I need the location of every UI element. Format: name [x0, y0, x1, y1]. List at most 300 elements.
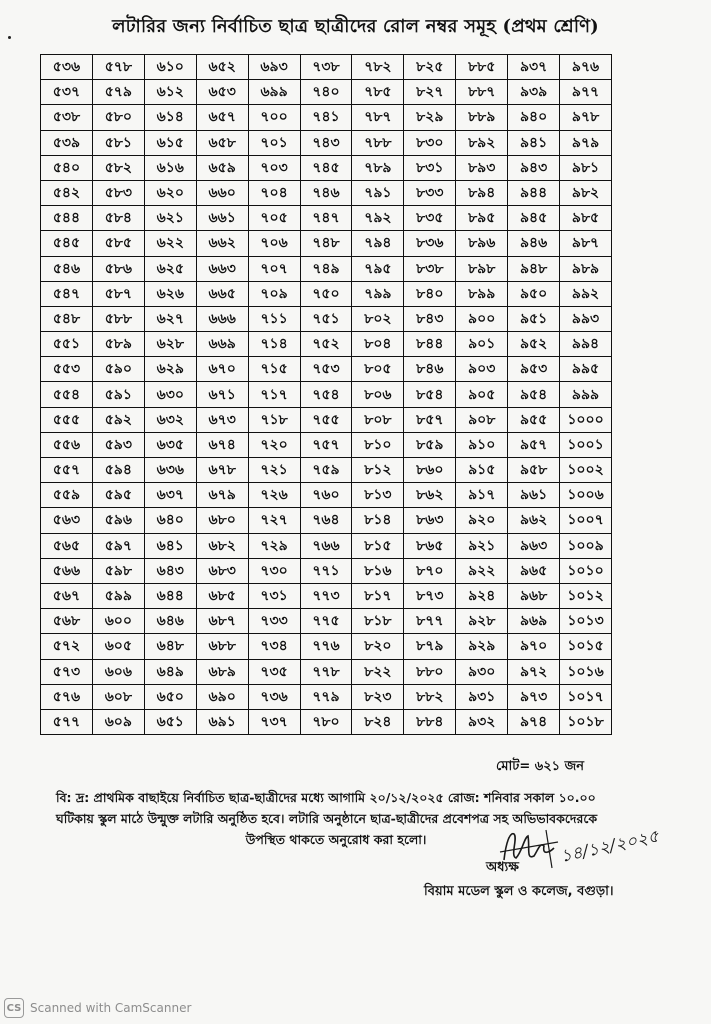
table-row	[41, 55, 612, 80]
table-row	[41, 281, 612, 306]
roll-number-cell: ৯২২	[456, 558, 508, 583]
roll-number-cell: ৬৬৯	[196, 332, 248, 357]
roll-number-cell: ৮২২	[352, 659, 404, 684]
table-row	[41, 533, 612, 558]
roll-number-cell: ৭৫২	[300, 332, 352, 357]
roll-number-cell: ৬৮৫	[196, 583, 248, 608]
roll-number-cell: ৭৭৩	[300, 583, 352, 608]
roll-number-cell: ৮৯৫	[456, 206, 508, 231]
roll-number-cell: ৭০৬	[248, 231, 300, 256]
page-title: লটারির জন্য নির্বাচিত ছাত্র ছাত্রীদের রোল নম্বর সমূহ (প্রথম শ্রেণি)	[112, 16, 599, 37]
roll-number-cell: ৬২৫	[144, 256, 196, 281]
roll-number-cell: ৮১৬	[352, 558, 404, 583]
roll-number-cell: ৯৮১	[560, 155, 612, 180]
table-row	[41, 583, 612, 608]
roll-number-cell: ৭৩৭	[248, 709, 300, 734]
roll-number-cell: ৬২৮	[144, 332, 196, 357]
roll-number-cell: ৬২১	[144, 206, 196, 231]
roll-number-cell: ৬৩৫	[144, 432, 196, 457]
roll-number-cell: ৯৩০	[456, 659, 508, 684]
roll-number-cell: ৯৫৭	[508, 432, 560, 457]
roll-number-cell: ৯৪০	[508, 105, 560, 130]
roll-number-cell: ৯২১	[456, 533, 508, 558]
roll-number-cell: ৯৭৩	[508, 684, 560, 709]
roll-number-table-wrapper	[40, 54, 612, 735]
roll-number-cell: ৭৮২	[352, 55, 404, 80]
roll-number-cell: ৯৭৯	[560, 130, 612, 155]
roll-number-cell: ৭২০	[248, 432, 300, 457]
roll-number-cell: ৯৫৪	[508, 382, 560, 407]
roll-number-cell: ৯৪১	[508, 130, 560, 155]
table-row	[41, 80, 612, 105]
table-row	[41, 659, 612, 684]
roll-number-cell: ৫৪৬	[41, 256, 93, 281]
roll-number-cell: ৯৭৭	[560, 80, 612, 105]
roll-number-cell: ৫৬৮	[41, 609, 93, 634]
roll-number-cell: ৯৭৮	[560, 105, 612, 130]
roll-number-cell: ৯২৪	[456, 583, 508, 608]
roll-number-cell: ৬৫০	[144, 684, 196, 709]
roll-number-cell: ৯২৯	[456, 634, 508, 659]
roll-number-cell: ৭৭১	[300, 558, 352, 583]
roll-number-cell: ৯০০	[456, 306, 508, 331]
roll-number-cell: ৯২৮	[456, 609, 508, 634]
roll-number-cell: ৭০৪	[248, 180, 300, 205]
roll-number-cell: ৬৩২	[144, 407, 196, 432]
roll-number-cell: ৫৯৯	[92, 583, 144, 608]
roll-number-cell: ৯৩১	[456, 684, 508, 709]
roll-number-table	[40, 54, 612, 735]
roll-number-cell: ৭৪০	[300, 80, 352, 105]
roll-number-cell: ৫৯১	[92, 382, 144, 407]
roll-number-cell: ৮৭৭	[404, 609, 456, 634]
roll-number-cell: ৫৯৬	[92, 508, 144, 533]
roll-number-cell: ৯৩২	[456, 709, 508, 734]
roll-number-cell: ৯৫৫	[508, 407, 560, 432]
roll-number-cell: ৬০৬	[92, 659, 144, 684]
roll-number-cell: ৯৮৫	[560, 206, 612, 231]
roll-number-cell: ৫৩৯	[41, 130, 93, 155]
roll-number-cell: ৭৩৪	[248, 634, 300, 659]
table-row	[41, 206, 612, 231]
roll-number-cell: ৮০৪	[352, 332, 404, 357]
roll-number-cell: ৯৬১	[508, 483, 560, 508]
roll-number-cell: ৮০৬	[352, 382, 404, 407]
roll-number-cell: ১০১৬	[560, 659, 612, 684]
roll-number-cell: ৫৫৩	[41, 357, 93, 382]
roll-number-cell: ৯৪৪	[508, 180, 560, 205]
roll-number-cell: ৮৭০	[404, 558, 456, 583]
roll-number-cell: ৯৫০	[508, 281, 560, 306]
roll-number-cell: ৭২৯	[248, 533, 300, 558]
roll-number-cell: ৬৫৯	[196, 155, 248, 180]
roll-number-cell: ৯০৩	[456, 357, 508, 382]
roll-number-cell: ৭৫৫	[300, 407, 352, 432]
roll-number-cell: ৬৯১	[196, 709, 248, 734]
roll-number-cell: ৫৮০	[92, 105, 144, 130]
roll-number-cell: ৯৮৯	[560, 256, 612, 281]
roll-number-cell: ৯৪৬	[508, 231, 560, 256]
signature-date: ১৪/১২/২০২৫	[558, 826, 661, 867]
roll-number-cell: ৬২০	[144, 180, 196, 205]
roll-number-cell: ৬৩৭	[144, 483, 196, 508]
roll-number-cell: ৬১০	[144, 55, 196, 80]
roll-number-cell: ৭১৭	[248, 382, 300, 407]
roll-number-cell: ৫৪০	[41, 155, 93, 180]
roll-number-cell: ৮১৩	[352, 483, 404, 508]
roll-number-cell: ৯১৭	[456, 483, 508, 508]
roll-number-cell: ৮৭৩	[404, 583, 456, 608]
roll-number-cell: ৯৯৯	[560, 382, 612, 407]
roll-number-cell: ৫৮৩	[92, 180, 144, 205]
roll-number-cell: ৬২৯	[144, 357, 196, 382]
roll-number-cell: ৮৮৫	[456, 55, 508, 80]
roll-number-cell: ৫৩৮	[41, 105, 93, 130]
roll-number-cell: ৯৯৩	[560, 306, 612, 331]
roll-number-cell: ৭৩০	[248, 558, 300, 583]
table-row	[41, 458, 612, 483]
roll-number-cell: ৭৪১	[300, 105, 352, 130]
roll-number-cell: ৬৯০	[196, 684, 248, 709]
table-row	[41, 709, 612, 734]
roll-number-cell: ৬৩০	[144, 382, 196, 407]
roll-number-cell: ৫৭৬	[41, 684, 93, 709]
roll-number-cell: ৬০৮	[92, 684, 144, 709]
roll-number-cell: ৮৫৭	[404, 407, 456, 432]
roll-number-cell: ৭৪৬	[300, 180, 352, 205]
roll-number-cell: ৯৫৩	[508, 357, 560, 382]
roll-number-cell: ৬৭৯	[196, 483, 248, 508]
roll-number-cell: ৮০৫	[352, 357, 404, 382]
roll-number-cell: ৯০৫	[456, 382, 508, 407]
table-row	[41, 231, 612, 256]
roll-number-cell: ৭৫৯	[300, 458, 352, 483]
roll-number-cell: ১০১৫	[560, 634, 612, 659]
roll-number-cell: ৭৭৬	[300, 634, 352, 659]
roll-number-cell: ৭৪৮	[300, 231, 352, 256]
roll-number-cell: ৭১৪	[248, 332, 300, 357]
roll-number-cell: ৬৫৮	[196, 130, 248, 155]
roll-number-cell: ৮৪৬	[404, 357, 456, 382]
roll-number-cell: ৮৫৯	[404, 432, 456, 457]
roll-number-cell: ৭৫০	[300, 281, 352, 306]
roll-number-cell: ৬৪৪	[144, 583, 196, 608]
table-row	[41, 508, 612, 533]
roll-number-cell: ৬২২	[144, 231, 196, 256]
roll-number-cell: ৯২০	[456, 508, 508, 533]
roll-number-cell: ৬০০	[92, 609, 144, 634]
table-row	[41, 306, 612, 331]
roll-number-cell: ৭১৮	[248, 407, 300, 432]
roll-number-cell: ৬৬২	[196, 231, 248, 256]
roll-number-cell: ৮৩৬	[404, 231, 456, 256]
roll-number-cell: ৫৯৩	[92, 432, 144, 457]
roll-number-cell: ৬১৫	[144, 130, 196, 155]
roll-number-cell: ৬৪১	[144, 533, 196, 558]
roll-number-cell: ৬৬৬	[196, 306, 248, 331]
roll-number-cell: ৬৪৩	[144, 558, 196, 583]
roll-number-cell: ১০১০	[560, 558, 612, 583]
roll-number-cell: ৭০০	[248, 105, 300, 130]
roll-number-cell: ৫৪৪	[41, 206, 93, 231]
roll-number-cell: ৬১৪	[144, 105, 196, 130]
roll-number-cell: ৭৮৭	[352, 105, 404, 130]
roll-number-cell: ৬৩৬	[144, 458, 196, 483]
roll-number-cell: ৮৬৩	[404, 508, 456, 533]
table-row	[41, 483, 612, 508]
roll-number-cell: ৮২৩	[352, 684, 404, 709]
roll-number-cell: ৮২৯	[404, 105, 456, 130]
roll-number-cell: ৭৯৯	[352, 281, 404, 306]
roll-number-cell: ৮১৭	[352, 583, 404, 608]
signatory-title: অধ্যক্ষ	[486, 860, 519, 875]
roll-number-cell: ৭৭৮	[300, 659, 352, 684]
roll-number-cell: ৭৫৪	[300, 382, 352, 407]
roll-number-cell: ৮২৭	[404, 80, 456, 105]
roll-number-cell: ৭২৭	[248, 508, 300, 533]
notice-line-1: বি: দ্র: প্রাথমিক বাছাইয়ে নির্বাচিত ছাত্র-ছাত্রীদের মধ্যে আগামি ২০/১২/২০২৫ রোজ: শনিবার সকাল ১০.০০	[56, 790, 596, 805]
roll-number-cell: ৭৩৫	[248, 659, 300, 684]
roll-number-cell: ৬৮৩	[196, 558, 248, 583]
roll-number-cell: ৮১০	[352, 432, 404, 457]
roll-number-cell: ৮১৮	[352, 609, 404, 634]
roll-number-cell: ৫৩৬	[41, 55, 93, 80]
roll-number-cell: ৬৫৭	[196, 105, 248, 130]
roll-number-cell: ৮৬৫	[404, 533, 456, 558]
roll-number-cell: ৯৪৮	[508, 256, 560, 281]
roll-number-cell: ৬৫৩	[196, 80, 248, 105]
roll-number-cell: ৭০৫	[248, 206, 300, 231]
table-row	[41, 357, 612, 382]
roll-number-cell: ৫৪২	[41, 180, 93, 205]
roll-number-cell: ৭১১	[248, 306, 300, 331]
roll-number-cell: ৯৪৩	[508, 155, 560, 180]
roll-number-cell: ৯৭৬	[560, 55, 612, 80]
roll-number-cell: ৮৯৩	[456, 155, 508, 180]
roll-number-cell: ৮৪০	[404, 281, 456, 306]
roll-number-cell: ৭৯২	[352, 206, 404, 231]
roll-number-cell: ৬১৬	[144, 155, 196, 180]
institution-name: বিয়াম মডেল স্কুল ও কলেজ, বগুড়া।	[424, 884, 614, 899]
roll-number-cell: ৯৮২	[560, 180, 612, 205]
table-row	[41, 155, 612, 180]
roll-number-cell: ৭২১	[248, 458, 300, 483]
roll-number-cell: ৫৫৪	[41, 382, 93, 407]
roll-number-cell: ৯১০	[456, 432, 508, 457]
roll-number-cell: ৮৯২	[456, 130, 508, 155]
roll-number-cell: ১০১২	[560, 583, 612, 608]
roll-number-cell: ৫৪৮	[41, 306, 93, 331]
roll-number-cell: ১০০৭	[560, 508, 612, 533]
table-row	[41, 130, 612, 155]
table-row	[41, 558, 612, 583]
roll-number-cell: ৫৫৫	[41, 407, 93, 432]
roll-number-cell: ৭৯৫	[352, 256, 404, 281]
roll-number-cell: ৮৯৪	[456, 180, 508, 205]
roll-number-cell: ৭০৯	[248, 281, 300, 306]
camscanner-icon: CS	[4, 998, 24, 1018]
roll-number-cell: ৭৪৭	[300, 206, 352, 231]
roll-number-cell: ৮৯৯	[456, 281, 508, 306]
roll-number-cell: ৬৬০	[196, 180, 248, 205]
roll-number-cell: ৬৭৮	[196, 458, 248, 483]
roll-number-cell: ৬৯৯	[248, 80, 300, 105]
roll-number-cell: ৫৫১	[41, 332, 93, 357]
scanner-watermark	[4, 998, 191, 1018]
roll-number-cell: ৮৮৪	[404, 709, 456, 734]
table-row	[41, 609, 612, 634]
roll-number-cell: ৭৬৬	[300, 533, 352, 558]
roll-number-cell: ৭৩১	[248, 583, 300, 608]
table-row	[41, 634, 612, 659]
roll-number-cell: ৭১৫	[248, 357, 300, 382]
roll-number-cell: ৮৯৮	[456, 256, 508, 281]
roll-number-cell: ৭৬৪	[300, 508, 352, 533]
roll-number-cell: ৭০১	[248, 130, 300, 155]
roll-number-cell: ৮৬২	[404, 483, 456, 508]
roll-number-cell: ৫৭৯	[92, 80, 144, 105]
roll-number-cell: ৮৩১	[404, 155, 456, 180]
roll-number-cell: ৫৮৪	[92, 206, 144, 231]
roll-number-cell: ৮৩০	[404, 130, 456, 155]
roll-number-cell: ৯৫১	[508, 306, 560, 331]
roll-number-cell: ৬০৫	[92, 634, 144, 659]
roll-number-cell: ৫৯২	[92, 407, 144, 432]
table-row	[41, 105, 612, 130]
roll-number-cell: ৯৭০	[508, 634, 560, 659]
roll-number-cell: ৬২৭	[144, 306, 196, 331]
roll-number-cell: ৬৮৮	[196, 634, 248, 659]
roll-number-cell: ৯০১	[456, 332, 508, 357]
roll-number-cell: ৬৭৩	[196, 407, 248, 432]
roll-number-cell: ৫৬৫	[41, 533, 93, 558]
roll-number-cell: ৮৩৩	[404, 180, 456, 205]
roll-number-cell: ৫৬৩	[41, 508, 93, 533]
roll-number-cell: ৮২৫	[404, 55, 456, 80]
roll-number-cell: ১০০০	[560, 407, 612, 432]
roll-number-cell: ৮৪৩	[404, 306, 456, 331]
table-row	[41, 180, 612, 205]
roll-number-cell: ৭৫৩	[300, 357, 352, 382]
roll-number-cell: ৮২৪	[352, 709, 404, 734]
roll-number-cell: ৯৭২	[508, 659, 560, 684]
roll-number-cell: ৭৯৪	[352, 231, 404, 256]
roll-number-cell: ৮৯৬	[456, 231, 508, 256]
roll-number-cell: ৯৪৫	[508, 206, 560, 231]
roll-number-cell: ৭০৩	[248, 155, 300, 180]
roll-table-body	[41, 55, 612, 735]
roll-number-cell: ৯৯৪	[560, 332, 612, 357]
roll-number-cell: ৫৮৫	[92, 231, 144, 256]
roll-number-cell: ৫৯৪	[92, 458, 144, 483]
roll-number-cell: ৯৩৭	[508, 55, 560, 80]
roll-number-cell: ৯৬৫	[508, 558, 560, 583]
roll-number-cell: ৮১৪	[352, 508, 404, 533]
roll-number-cell: ৭৬০	[300, 483, 352, 508]
roll-number-cell: ৬৮৯	[196, 659, 248, 684]
roll-number-cell: ৬৯৩	[248, 55, 300, 80]
roll-number-cell: ৮১২	[352, 458, 404, 483]
roll-number-cell: ৫৫৬	[41, 432, 93, 457]
roll-number-cell: ৯১৫	[456, 458, 508, 483]
roll-number-cell: ৫৭২	[41, 634, 93, 659]
roll-number-cell: ৫৯৮	[92, 558, 144, 583]
roll-number-cell: ৯৮৭	[560, 231, 612, 256]
roll-number-cell: ৭৮৮	[352, 130, 404, 155]
roll-number-cell: ৭৪৩	[300, 130, 352, 155]
roll-number-cell: ৬০৯	[92, 709, 144, 734]
roll-number-cell: ১০০২	[560, 458, 612, 483]
roll-number-cell: ৯৬২	[508, 508, 560, 533]
roll-number-cell: ৮৮৯	[456, 105, 508, 130]
roll-number-cell: ৫৭৮	[92, 55, 144, 80]
roll-number-cell: ৭৪৫	[300, 155, 352, 180]
roll-number-cell: ৯৬৮	[508, 583, 560, 608]
roll-number-cell: ৭৩৮	[300, 55, 352, 80]
table-row	[41, 684, 612, 709]
roll-number-cell: ৫৭৭	[41, 709, 93, 734]
roll-number-cell: ৯৫৮	[508, 458, 560, 483]
roll-number-cell: ৬৬৫	[196, 281, 248, 306]
roll-number-cell: ৯৭৪	[508, 709, 560, 734]
roll-number-cell: ৭৭৯	[300, 684, 352, 709]
roll-number-cell: ৮৮০	[404, 659, 456, 684]
roll-number-cell: ৭৭৫	[300, 609, 352, 634]
roll-number-cell: ৬৫২	[196, 55, 248, 80]
roll-number-cell: ৬২৬	[144, 281, 196, 306]
roll-number-cell: ৮১৫	[352, 533, 404, 558]
roll-number-cell: ৭৫৭	[300, 432, 352, 457]
table-row	[41, 382, 612, 407]
roll-number-cell: ৫৮৯	[92, 332, 144, 357]
roll-number-cell: ৭০৭	[248, 256, 300, 281]
roll-number-cell: ৬৭০	[196, 357, 248, 382]
roll-number-cell: ৮০২	[352, 306, 404, 331]
roll-number-cell: ৭৯১	[352, 180, 404, 205]
roll-number-cell: ৫৮৬	[92, 256, 144, 281]
roll-number-cell: ১০০১	[560, 432, 612, 457]
roll-number-cell: ১০০৬	[560, 483, 612, 508]
roll-number-cell: ৬৬১	[196, 206, 248, 231]
roll-number-cell: ৬১২	[144, 80, 196, 105]
roll-number-cell: ৫৬৭	[41, 583, 93, 608]
roll-number-cell: ১০১৭	[560, 684, 612, 709]
roll-number-cell: ৭৩৬	[248, 684, 300, 709]
roll-number-cell: ৫৮২	[92, 155, 144, 180]
roll-number-cell: ৮২০	[352, 634, 404, 659]
notice-line-3: উপস্থিত থাকতে অনুরোধ করা হলো।	[245, 832, 427, 847]
total-count: মোট= ৬২১ জন	[496, 759, 585, 774]
table-row	[41, 256, 612, 281]
roll-number-cell: ৯৯২	[560, 281, 612, 306]
roll-number-cell: ৫৮৭	[92, 281, 144, 306]
roll-number-cell: ৯৯৫	[560, 357, 612, 382]
roll-number-cell: ৬৭৪	[196, 432, 248, 457]
roll-number-cell: ৯০৮	[456, 407, 508, 432]
roll-number-cell: ৫৯০	[92, 357, 144, 382]
roll-number-cell: ৮৮২	[404, 684, 456, 709]
roll-number-cell: ৬৮২	[196, 533, 248, 558]
roll-number-cell: ৫৬৬	[41, 558, 93, 583]
table-row	[41, 407, 612, 432]
roll-number-cell: ৯৩৯	[508, 80, 560, 105]
roll-number-cell: ৫৪৭	[41, 281, 93, 306]
roll-number-cell: ৯৫২	[508, 332, 560, 357]
roll-number-cell: ৮৭৯	[404, 634, 456, 659]
roll-number-cell: ৫৫৭	[41, 458, 93, 483]
roll-number-cell: ৬৪৮	[144, 634, 196, 659]
roll-number-cell: ১০১৮	[560, 709, 612, 734]
